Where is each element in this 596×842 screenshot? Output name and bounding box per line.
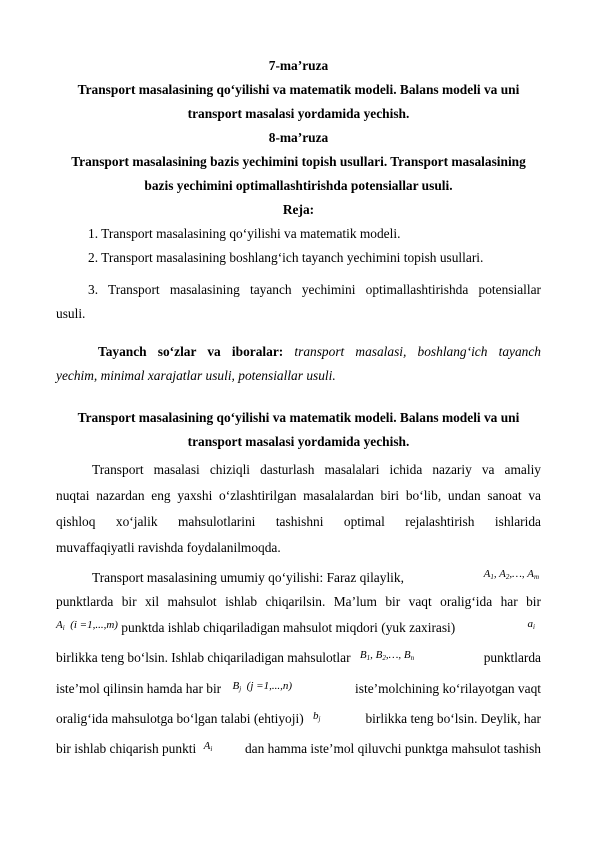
lecture-7-label: 7-ma’ruza [268, 58, 329, 73]
keywords-line1 [98, 344, 541, 360]
formula-Ai-range: Ai (i =1,...,m) [56, 619, 118, 632]
p2-line5-text-a: iste’mol qilinsin hamda har bir [56, 681, 222, 696]
keywords-line2: yechim, minimal xarajatlar usuli, potensiallar usuli. [56, 368, 336, 383]
p2-line4-text-b: punktlarda [483, 650, 541, 665]
formula-Ai: Ai [203, 740, 213, 753]
p2-line6 [56, 711, 541, 731]
p2-line1-text: Transport masalasining umumiy qo‘yilishi: Faraz qilaylik, [92, 570, 404, 585]
p2-line5 [56, 681, 541, 701]
plan-item-3-line2: usuli. [56, 306, 86, 321]
p2-line5-text-b: iste’molchining ko‘rilayotgan vaqt [355, 681, 541, 696]
plan-item-1: 1. Transport masalasining qo‘yilishi va matematik modeli. [88, 226, 401, 241]
p1-line1: Transport masalasi chiziqli dasturlash masalalari ichida nazariy va amaliy [92, 462, 541, 477]
lecture-8-title-line2: bazis yechimini optimallashtirishda potensiallar usuli. [144, 178, 453, 193]
section-title-line1: Transport masalasining qo‘yilishi va matematik modeli. Balans modeli va uni [77, 410, 520, 425]
lecture-7-title-line2: transport masalasi yordamida yechish. [187, 106, 410, 121]
formula-Bj-range: Bj (j =1,...,n) [232, 680, 292, 693]
p2-line1 [92, 570, 541, 586]
p2-line2: punktlarda bir xil mahsulot ishlab chiqarilsin. Ma’lum bir vaqt oralig‘ida har bir [56, 594, 541, 609]
p2-line6-text-b: birlikka teng bo‘lsin. Deylik, har [365, 711, 541, 726]
lecture-7-title-line1: Transport masalasining qo‘yilishi va matematik modeli. Balans modeli va uni [77, 82, 520, 97]
p2-line7 [56, 741, 541, 761]
p2-line7-text-a: bir ishlab chiqarish punkti [56, 741, 197, 756]
p2-line3 [56, 620, 541, 640]
formula-A1-Am: $A_1$, $A_2,\dots$, $A_m$ [483, 568, 539, 581]
p2-line4 [56, 650, 541, 670]
p1-line2: nuqtai nazardan eng yaxshi o‘zlashtirilgan masalalardan biri bo‘lib, undan sanoat va [56, 488, 541, 503]
p2-line7-text-b: dan hamma iste’mol qiluvchi punktga mahsulot tashish [244, 741, 541, 756]
plan-item-2: 2. Transport masalasining boshlang‘ich tayanch yechimini topish usullari. [88, 250, 484, 265]
lecture-8-label: 8-ma’ruza [268, 130, 329, 145]
formula-B1-Bn: B1, B2,…, Bn [359, 649, 415, 662]
formula-ai: $a_i$ [527, 618, 535, 631]
section-title-line2: transport masalasi yordamida yechish. [187, 434, 410, 449]
p2-line4-text-a: birlikka teng bo‘lsin. Ishlab chiqariladigan mahsulotlar [56, 650, 351, 665]
p1-line4: muvaffaqiyatli ravishda foydalanilmoqda. [56, 540, 281, 555]
formula-bj: bj [313, 710, 321, 723]
p2-line3-text: punktda ishlab chiqariladigan mahsulot miqdori (yuk zaxirasi) [121, 620, 456, 635]
p2-line6-text-a: oralig‘ida mahsulotga bo‘lgan talabi (ehtiyoji) [56, 711, 304, 726]
p1-line3: qishloq xo‘jalik mahsulotlarini tashishni optimal rejalashtirish ishlarida [56, 514, 541, 529]
keywords-text-1: transport masalasi, boshlang‘ich tayanch [294, 344, 541, 359]
lecture-8-title-line1: Transport masalasining bazis yechimini topish usullari. Transport masalasining [71, 154, 526, 169]
plan-item-3-line1: 3. Transport masalasining tayanch yechimini optimallashtirishda potensiallar [88, 282, 541, 297]
keywords-label: Tayanch so‘zlar va iboralar: [98, 344, 284, 359]
plan-label: Reja: [282, 202, 315, 217]
